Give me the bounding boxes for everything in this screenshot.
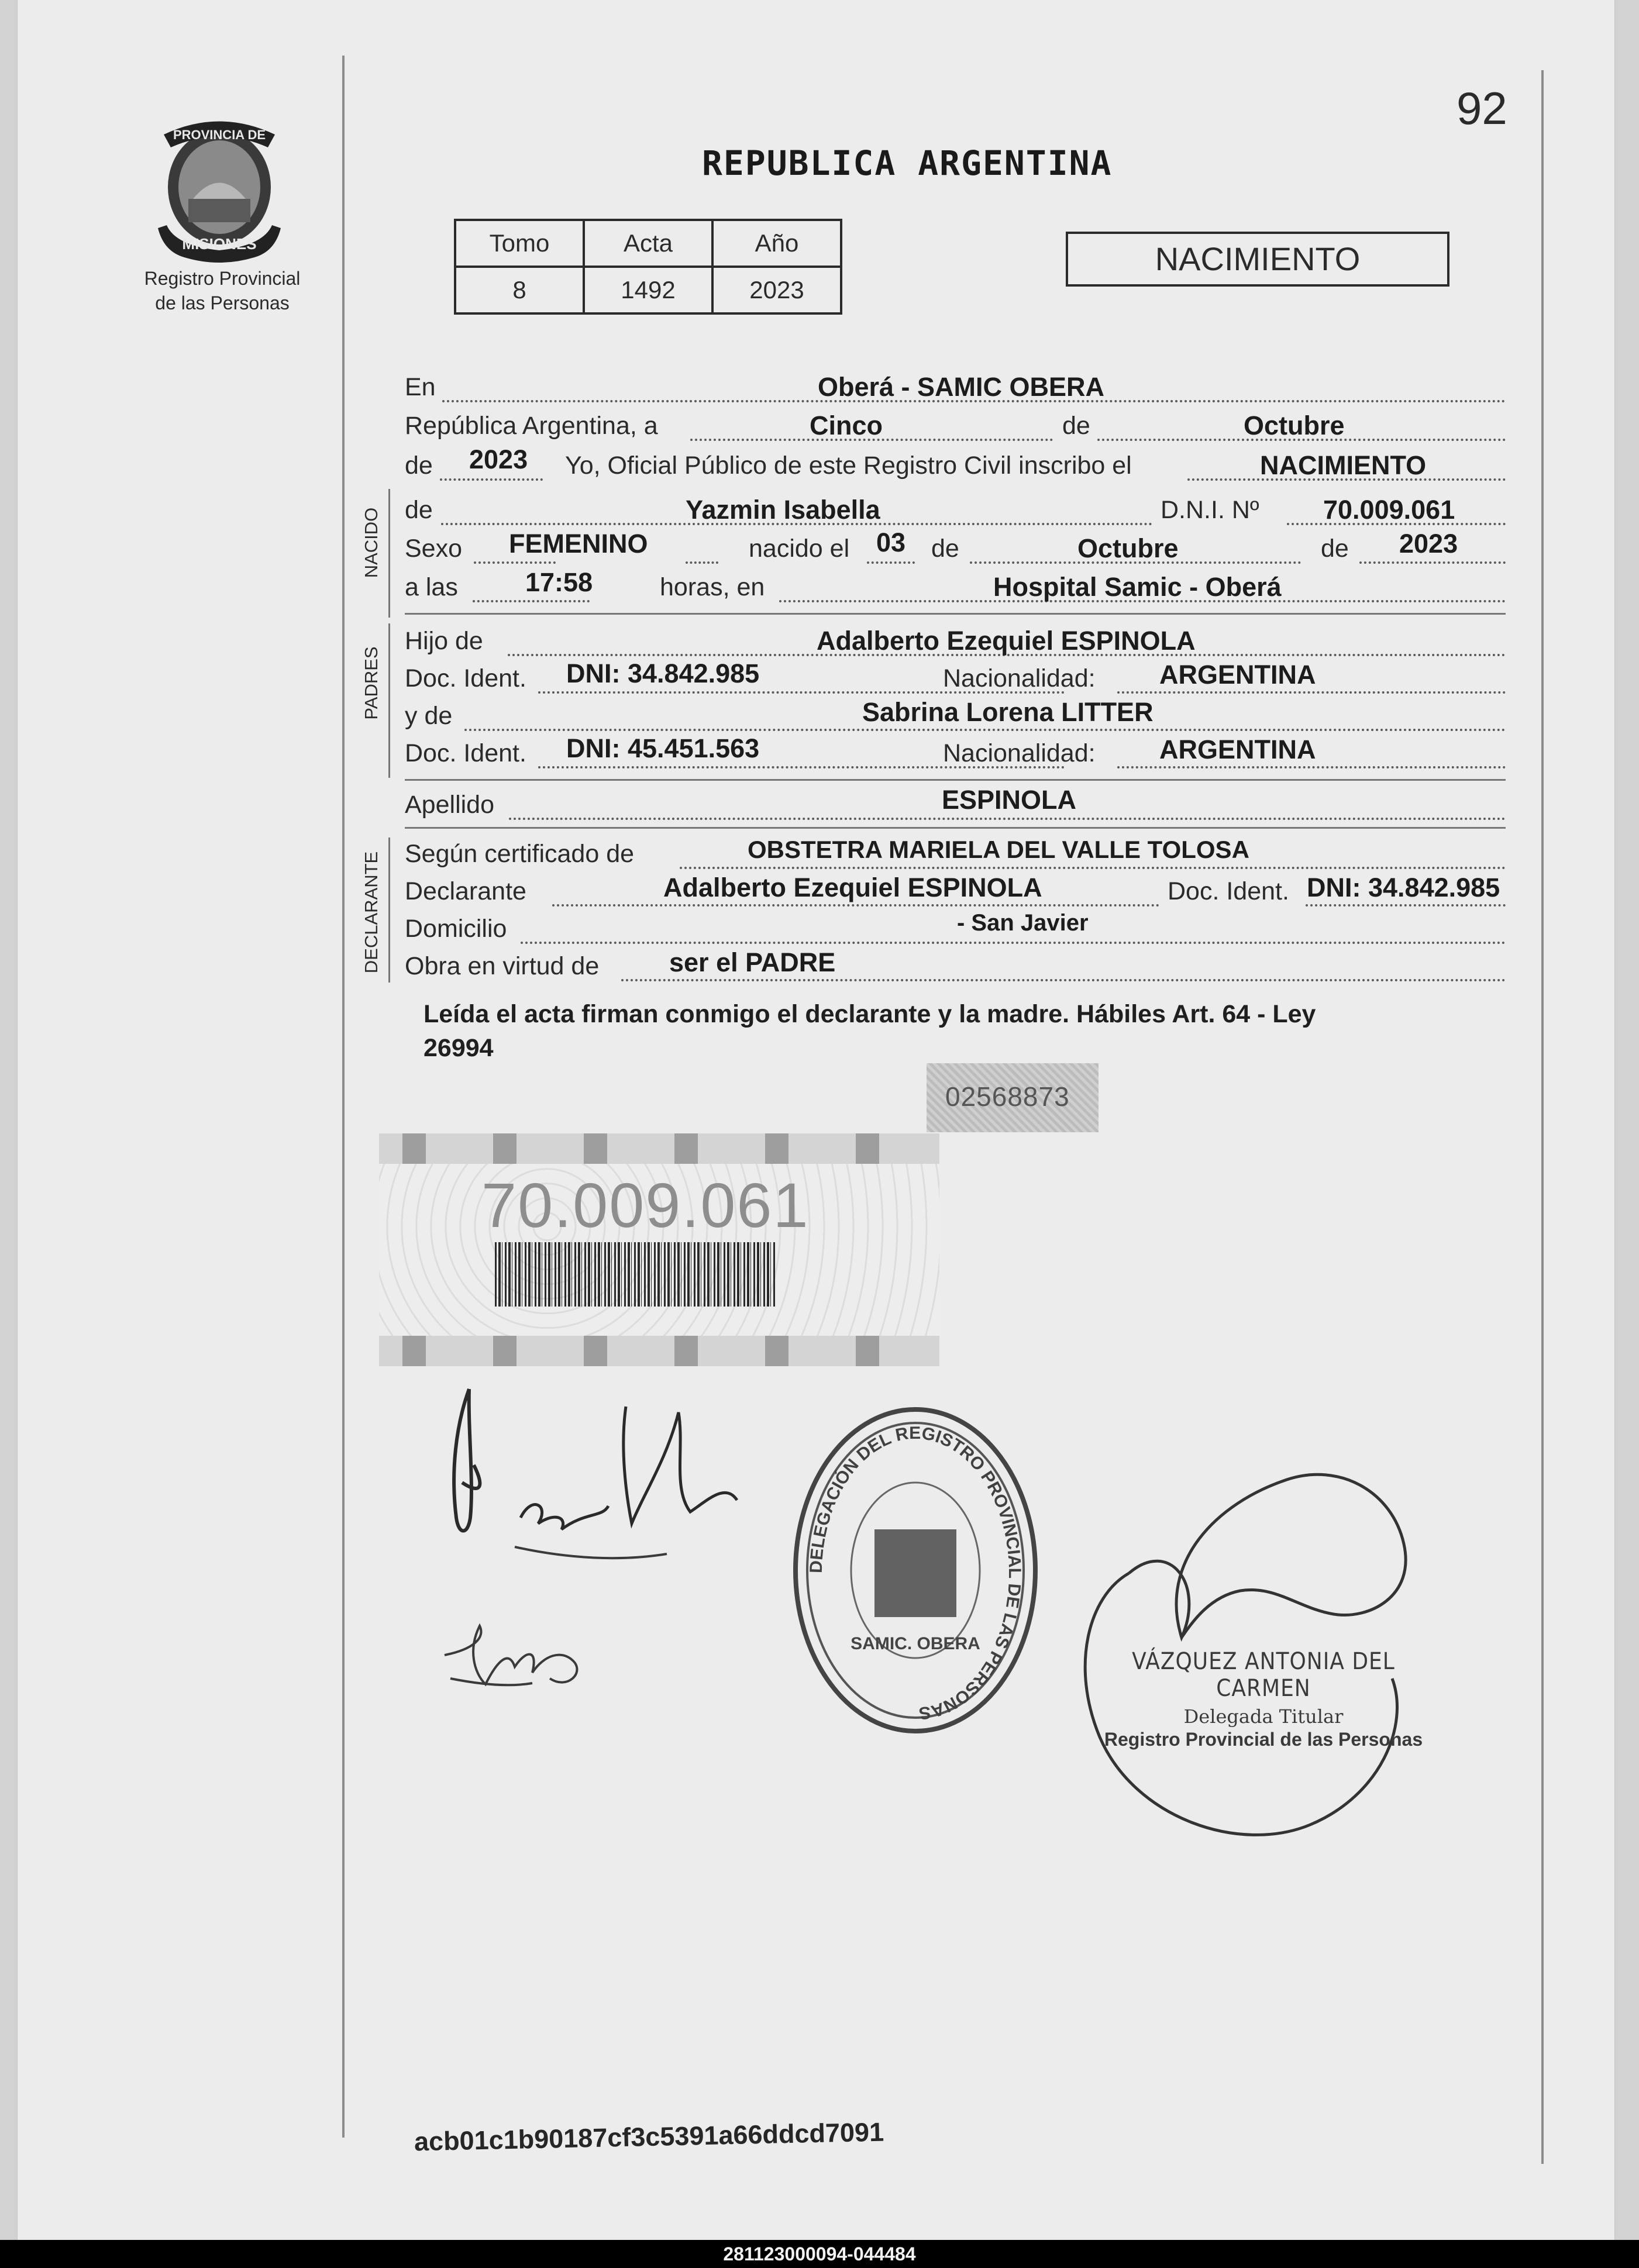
birth-year-value: 2023 bbox=[1399, 529, 1458, 559]
form-row-mother bbox=[405, 698, 1506, 731]
form-row-declarant bbox=[405, 874, 1506, 906]
father-nationality-value: ARGENTINA bbox=[1159, 660, 1316, 690]
doc-ident-label: Doc. Ident. bbox=[405, 739, 526, 767]
sexo-value: FEMENINO bbox=[509, 529, 648, 559]
day-words-value: Cinco bbox=[810, 411, 883, 440]
birth-place-value: Hospital Samic - Oberá bbox=[993, 572, 1282, 602]
nacido-side-rule bbox=[388, 489, 390, 618]
de-label: de bbox=[1321, 535, 1349, 563]
birth-time-value: 17:58 bbox=[525, 567, 593, 597]
crest-top-text: PROVINCIA DE bbox=[173, 127, 266, 142]
form-row-address bbox=[405, 911, 1506, 944]
declarant-doc-value: DNI: 34.842.985 bbox=[1307, 873, 1500, 902]
form-row-certificate bbox=[405, 836, 1506, 869]
mother-doc-value: DNI: 45.451.563 bbox=[566, 733, 760, 763]
surname-value: ESPINOLA bbox=[942, 785, 1077, 815]
form-row-place bbox=[405, 370, 1506, 402]
document-hash: acb01c1b90187cf3c5391a66ddcd7091 bbox=[414, 2117, 884, 2157]
horas-label: horas, en bbox=[660, 573, 765, 601]
en-label: En bbox=[405, 373, 436, 401]
hijo-de-label: Hijo de bbox=[405, 627, 483, 655]
official-office: Registro Provincial de las Personas bbox=[1104, 1729, 1423, 1750]
form-row-sex bbox=[405, 528, 1506, 564]
relation-value: ser el PADRE bbox=[669, 947, 836, 977]
month-value: Octubre bbox=[1244, 411, 1345, 440]
nacido-el-label: nacido el bbox=[749, 535, 850, 563]
act-type-value: NACIMIENTO bbox=[1260, 450, 1427, 480]
official-signature bbox=[1065, 1445, 1439, 1848]
declarant-signature bbox=[433, 1377, 796, 1570]
tomo-value: 8 bbox=[455, 267, 584, 313]
form-row-father bbox=[405, 623, 1506, 656]
right-margin-rule bbox=[1541, 70, 1544, 2164]
a-las-label: a las bbox=[405, 573, 458, 601]
official-stamp bbox=[1094, 1648, 1433, 1750]
birth-month-value: Octubre bbox=[1077, 533, 1179, 563]
obra-en-virtud-label: Obra en virtud de bbox=[405, 952, 600, 980]
official-role: Delegada Titular bbox=[1183, 1705, 1344, 1728]
apellido-label: Apellido bbox=[405, 791, 494, 819]
registry-name bbox=[105, 266, 339, 315]
nacionalidad-label: Nacionalidad: bbox=[943, 664, 1096, 692]
footer-bar bbox=[0, 2240, 1639, 2268]
acta-header: Acta bbox=[584, 220, 712, 267]
certificate-value: OBSTETRA MARIELA DEL VALLE TOLOSA bbox=[748, 836, 1249, 863]
declarante-side-rule bbox=[388, 837, 390, 983]
page-number: 92 bbox=[1456, 82, 1507, 134]
legal-text-line2: 26994 bbox=[423, 1034, 494, 1062]
tomo-header: Tomo bbox=[455, 220, 584, 267]
sticker-pattern-band bbox=[379, 1133, 939, 1164]
seal-center-text: SAMIC. OBERA bbox=[851, 1634, 980, 1653]
acta-value: 1492 bbox=[584, 267, 712, 313]
child-dni-value: 70.009.061 bbox=[1323, 495, 1455, 525]
crest-bottom-text: MISIONES bbox=[182, 235, 257, 253]
de-label: de bbox=[1062, 412, 1090, 440]
serial-stamp bbox=[927, 1063, 1099, 1132]
form-row-relation bbox=[405, 949, 1506, 981]
father-doc-value: DNI: 34.842.985 bbox=[566, 659, 760, 688]
form-row-date bbox=[405, 408, 1506, 441]
doc-ident-label: Doc. Ident. bbox=[1168, 877, 1289, 905]
province-crest-icon bbox=[152, 111, 287, 269]
declarante-label: Declarante bbox=[405, 877, 526, 905]
certificate-page bbox=[18, 0, 1614, 2240]
birth-day-value: 03 bbox=[876, 528, 906, 557]
mother-signature bbox=[439, 1614, 602, 1702]
domicilio-label: Domicilio bbox=[405, 915, 507, 943]
anio-header: Año bbox=[712, 220, 841, 267]
place-value: Oberá - SAMIC OBERA bbox=[818, 372, 1105, 402]
father-name-value: Adalberto Ezequiel ESPINOLA bbox=[817, 626, 1196, 656]
declarante-section-label: DECLARANTE bbox=[361, 851, 381, 974]
de-label: de bbox=[931, 535, 959, 563]
legal-text-line1: Leída el acta firman conmigo el declarante y la madre. Hábiles Art. 64 - Ley bbox=[423, 1000, 1316, 1028]
child-name-value: Yazmin Isabella bbox=[686, 495, 880, 525]
barcode-icon bbox=[495, 1242, 776, 1307]
registry-name-line2: de las Personas bbox=[155, 292, 290, 313]
id-sticker bbox=[379, 1133, 939, 1366]
republica-label: República Argentina, a bbox=[405, 412, 658, 440]
sexo-label: Sexo bbox=[405, 535, 463, 563]
act-type-box: NACIMIENTO bbox=[1066, 232, 1449, 287]
de-label: de bbox=[405, 451, 433, 480]
section-separator bbox=[405, 779, 1506, 781]
padres-section-label: PADRES bbox=[361, 646, 381, 720]
sticker-pattern-band bbox=[379, 1336, 939, 1366]
registry-seal-icon bbox=[787, 1398, 1044, 1743]
dni-label: D.N.I. Nº bbox=[1161, 496, 1259, 524]
nacionalidad-label: Nacionalidad: bbox=[943, 739, 1096, 767]
segun-certificado-label: Según certificado de bbox=[405, 840, 635, 868]
form-row-father-doc bbox=[405, 661, 1506, 694]
anio-value: 2023 bbox=[712, 267, 841, 313]
form-row-name bbox=[405, 492, 1506, 525]
official-name: VÁZQUEZ ANTONIA DEL CARMEN bbox=[1132, 1648, 1395, 1702]
year-value: 2023 bbox=[469, 444, 528, 474]
form-row-time bbox=[405, 567, 1506, 602]
form-row-surname bbox=[405, 787, 1506, 820]
seal-ring-text: DELEGACIÓN DEL REGISTRO PROVINCIAL DE LAS PERSONAS bbox=[806, 1423, 1025, 1724]
y-de-label: y de bbox=[405, 702, 453, 730]
form-row-mother-doc bbox=[405, 733, 1506, 768]
address-value: - San Javier bbox=[957, 910, 1089, 936]
padres-side-rule bbox=[388, 623, 390, 778]
form-row-year bbox=[405, 444, 1506, 481]
mother-nationality-value: ARGENTINA bbox=[1159, 735, 1316, 764]
section-separator bbox=[405, 827, 1506, 829]
left-margin-rule bbox=[342, 56, 345, 2138]
registry-name-line1: Registro Provincial bbox=[144, 268, 301, 289]
document-title: REPUBLICA ARGENTINA bbox=[702, 143, 1113, 183]
doc-ident-label: Doc. Ident. bbox=[405, 664, 526, 692]
de-label: de bbox=[405, 496, 433, 524]
sticker-number: 70.009.061 bbox=[481, 1170, 810, 1240]
legal-text bbox=[423, 997, 1500, 1065]
section-separator bbox=[405, 613, 1506, 615]
footer-id: 281123000094-044484 bbox=[723, 2243, 916, 2264]
mother-name-value: Sabrina Lorena LITTER bbox=[862, 697, 1154, 727]
oficial-text: Yo, Oficial Público de este Registro Civil inscribo el bbox=[565, 451, 1132, 480]
declarant-name-value: Adalberto Ezequiel ESPINOLA bbox=[663, 873, 1042, 902]
nacido-section-label: NACIDO bbox=[361, 507, 381, 578]
serial-number: 02568873 bbox=[945, 1081, 1070, 1112]
acta-reference-table bbox=[454, 219, 842, 315]
